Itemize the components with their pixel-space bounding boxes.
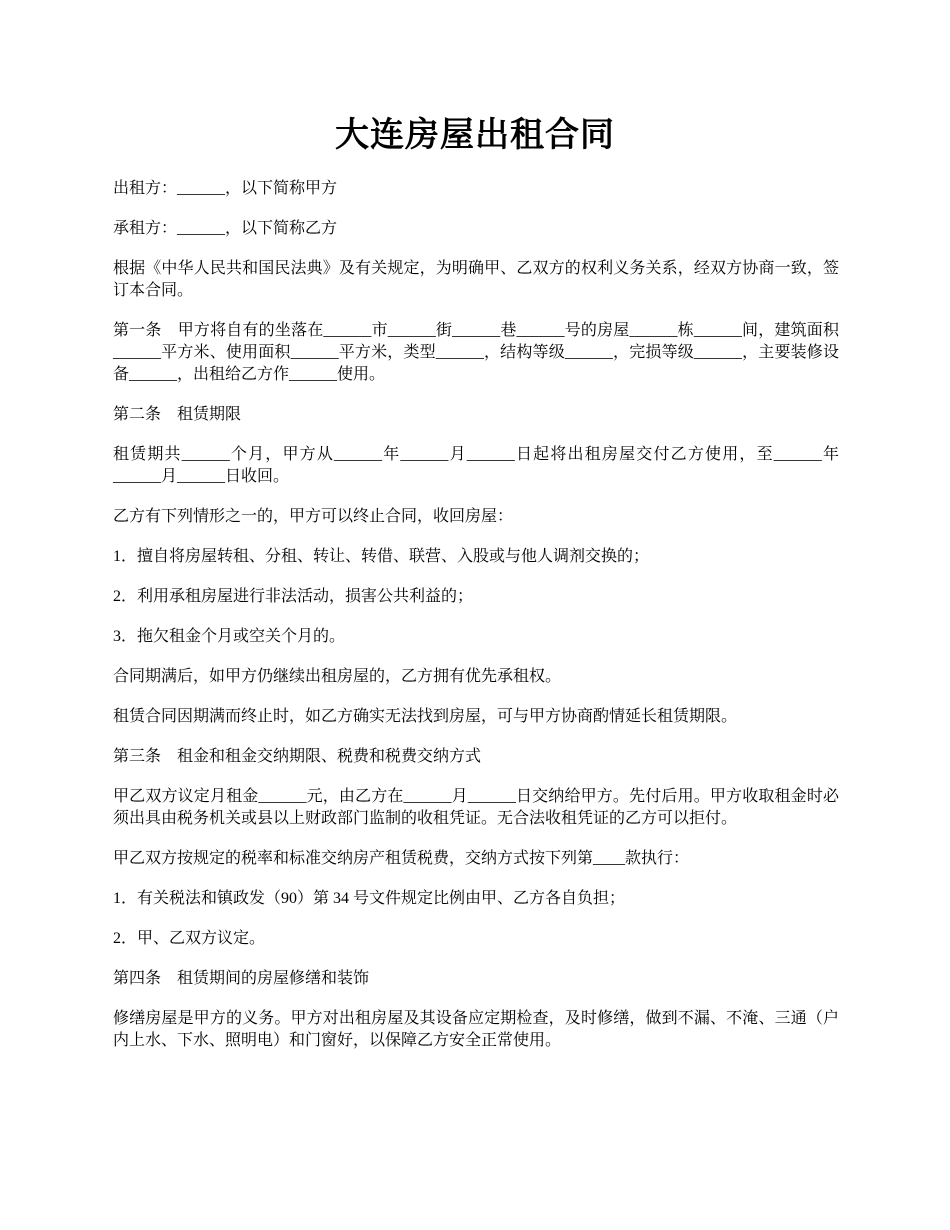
paragraph-repair-duty: 修缮房屋是甲方的义务。甲方对出租房屋及其设备应定期检查，及时修缮，做到不漏、不淹、三通（户内上水、下水、照明电）和门窗好，以保障乙方安全正常使用。 bbox=[113, 1010, 839, 1049]
document-body bbox=[113, 178, 839, 1070]
list-item-tax-2: 2．甲、乙双方议定。 bbox=[113, 930, 266, 947]
paragraph-term-extension: 租赁合同因期满而终止时，如乙方确实无法找到房屋，可与甲方协商酌情延长租赁期限。 bbox=[113, 708, 738, 725]
paragraph-renewal-priority: 合同期满后，如甲方仍继续出租房屋的，乙方拥有优先承租权。 bbox=[113, 668, 562, 685]
paragraph-lessor: 出租方：______，以下简称甲方 bbox=[113, 180, 338, 197]
list-item-termination-1: 1．擅自将房屋转租、分租、转让、转借、联营、入股或与他人调剂交换的； bbox=[113, 548, 650, 565]
list-item-termination-2: 2．利用承租房屋进行非法活动，损害公共利益的； bbox=[113, 588, 474, 605]
list-item-tax-1: 1．有关税法和镇政发（90）第 34 号文件规定比例由甲、乙方各自负担； bbox=[113, 890, 626, 907]
paragraph-lease-term: 租赁期共______个月，甲方从______年______月______日起将出租房屋交付乙方使用，至______年______月______日收回。 bbox=[113, 446, 839, 485]
paragraph-lessee: 承租方：______，以下简称乙方 bbox=[113, 220, 338, 237]
paragraph-rent-payment: 甲乙双方议定月租金______元，由乙方在______月______日交纳给甲方。先付后用。甲方收取租金时必须出具由税务机关或县以上财政部门监制的收租凭证。无合法收租凭证的乙方可以拒付。 bbox=[113, 788, 839, 827]
paragraph-termination-intro: 乙方有下列情形之一的，甲方可以终止合同，收回房屋： bbox=[113, 508, 514, 525]
heading-article-3: 第三条 租金和租金交纳期限、税费和税费交纳方式 bbox=[113, 748, 482, 765]
heading-article-2: 第二条 租赁期限 bbox=[113, 406, 242, 423]
list-item-termination-3: 3．拖欠租金个月或空关个月的。 bbox=[113, 628, 346, 645]
paragraph-tax-payment: 甲乙双方按规定的税率和标准交纳房产租赁税费，交纳方式按下列第____款执行： bbox=[113, 850, 690, 867]
paragraph-article-1: 第一条 甲方将自有的坐落在______市______街______巷______号的房屋______栋______间，建筑面积______平方米、使用面积______平方米，类型______，结构等级______，完损等级______，主要装修设备______，出租给乙方作______使用。 bbox=[113, 322, 839, 383]
document-title: 大连房屋出租合同 bbox=[335, 117, 615, 154]
heading-article-4: 第四条 租赁期间的房屋修缮和装饰 bbox=[113, 970, 370, 987]
paragraph-preamble: 根据《中华人民共和国民法典》及有关规定，为明确甲、乙双方的权利义务关系，经双方协商一致，签订本合同。 bbox=[113, 260, 839, 299]
